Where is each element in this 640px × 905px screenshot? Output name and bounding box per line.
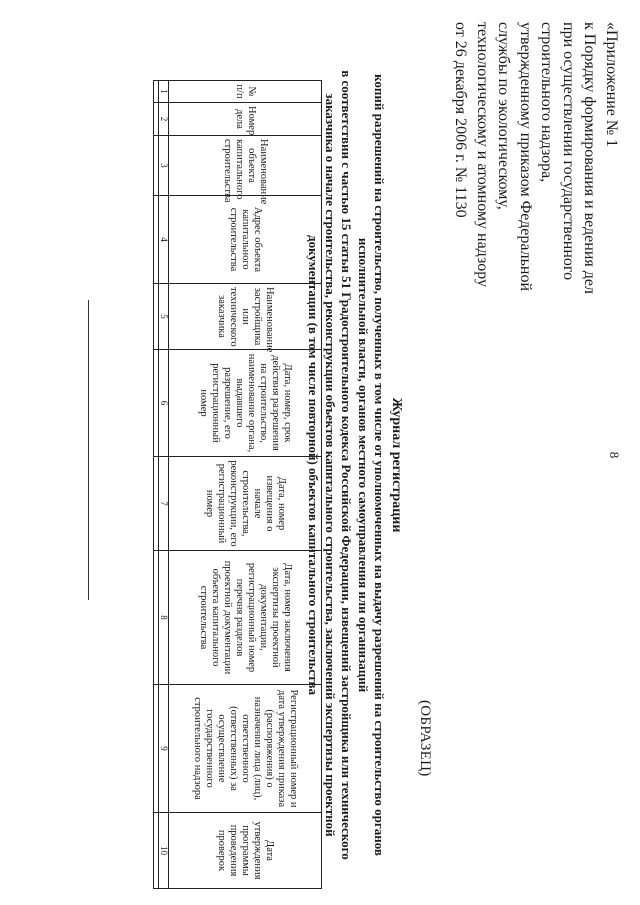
table-cell bbox=[154, 813, 159, 889]
sample-mark: (ОБРАЗЕЦ) bbox=[417, 700, 433, 777]
journal-subtitle-line: копий разрешений на строительство, полученных в том числе от уполномоченных на выдачу разрешений на строительство органов bbox=[372, 74, 388, 856]
table-cell bbox=[154, 457, 159, 551]
table-cell bbox=[154, 284, 159, 350]
column-number: 5 bbox=[159, 284, 169, 350]
table-cell bbox=[154, 196, 159, 284]
column-header: № п/п bbox=[169, 81, 322, 103]
appendix-line: утвержденному приказом Федеральной bbox=[517, 22, 534, 292]
column-number: 7 bbox=[159, 457, 169, 551]
table-row bbox=[154, 81, 159, 889]
journal-title: Журнал регистрации bbox=[389, 397, 404, 533]
journal-subtitle-line: документации (в том числе повторной) объектов капитального строительства bbox=[306, 235, 322, 695]
appendix-line: «Приложение № 1 bbox=[603, 22, 620, 148]
column-header: Регистрационный номер и дата утверждения приказа (распоряжения) о назначении лица (лиц), ответственного (ответственных) за осуществление государственного строительного надзора bbox=[169, 685, 322, 813]
journal-subtitle-line: исполнительной власти, органов местного самоуправления или организаций bbox=[356, 237, 371, 693]
column-header: Дата, номер, срок действия разрешения на строительство, наименование органа, выдавшего разрешение, его регистрационный номер bbox=[169, 350, 322, 457]
column-number: 10 bbox=[159, 813, 169, 889]
table-cell bbox=[154, 81, 159, 103]
appendix-header bbox=[450, 22, 622, 352]
column-header: Дата, номер заключения экспертизы проектной документации, регистрационный номер перечня разделов проектной документации объекта капитального строительства bbox=[169, 551, 322, 685]
appendix-line: при осуществлении государственного bbox=[560, 22, 577, 281]
table-cell bbox=[154, 103, 159, 136]
journal-subtitle-line: в соответствии с частью 15 статьи 51 Градостроительного кодекса Российской Федерации, извещений застройщика или технического bbox=[339, 70, 355, 860]
table-cell bbox=[154, 136, 159, 196]
column-header: Адрес объекта капитального строительства bbox=[169, 196, 322, 284]
appendix-line: службы по экологическому, bbox=[495, 22, 513, 210]
column-header: Дата, номер извещения о начале строительства, реконструкции, его регистрационный номер bbox=[169, 457, 322, 551]
column-number: 2 bbox=[159, 103, 169, 136]
signature-line bbox=[88, 300, 89, 600]
column-number: 6 bbox=[159, 350, 169, 457]
column-number: 3 bbox=[159, 136, 169, 196]
column-number-row bbox=[159, 81, 169, 889]
appendix-line: технологическому и атомному надзору bbox=[474, 22, 491, 288]
column-number: 9 bbox=[159, 685, 169, 813]
column-number: 1 bbox=[159, 81, 169, 103]
column-number: 8 bbox=[159, 551, 169, 685]
column-header: Наименование объекта капитального строительства bbox=[169, 136, 322, 196]
appendix-line: к Порядку формирования и ведения дел bbox=[581, 22, 599, 294]
registration-table bbox=[153, 80, 322, 889]
column-header: Наименование застройщика или технического заказчика bbox=[169, 284, 322, 350]
appendix-line: строительного надзора, bbox=[538, 22, 556, 183]
table-cell bbox=[154, 350, 159, 457]
page-number: 8 bbox=[607, 451, 622, 459]
journal-subtitle-line: заказчика о начале строительства, реконструкции объектов капитального строительства, заключений экспертизы проектной bbox=[323, 93, 338, 837]
table-cell bbox=[154, 551, 159, 685]
appendix-line: от 26 декабря 2006 г. № 1130 bbox=[452, 22, 470, 218]
table-cell bbox=[154, 685, 159, 813]
column-header: Дата утверждения программы проведения проверок bbox=[169, 813, 322, 889]
table-header-row bbox=[169, 81, 322, 889]
column-number: 4 bbox=[159, 196, 169, 284]
column-header: Номер дела bbox=[169, 103, 322, 136]
